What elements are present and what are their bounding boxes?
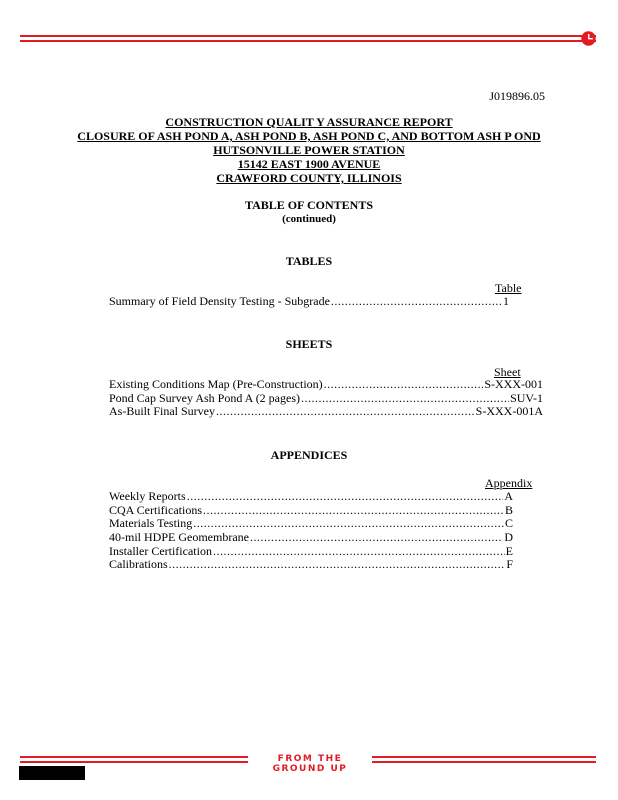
report-header (0, 115, 618, 185)
header-rule-bottom (20, 40, 596, 42)
list-item: Installer Certification ..... E (109, 545, 513, 559)
appendices-list (109, 490, 513, 572)
list-item: Existing Conditions Map (Pre-Construction) ..... S-XXX-001 (109, 378, 543, 392)
company-logo-icon (581, 31, 596, 46)
sheets-heading: SHEETS (285, 337, 333, 351)
header-line-1: CONSTRUCTION QUALIT Y ASSURANCE REPORT (165, 115, 453, 129)
document-number: J019896.05 (489, 89, 545, 103)
toc-title: TABLE OF CONTENTS (244, 198, 374, 212)
footer-rule-right-bottom (372, 761, 596, 763)
sheets-list (109, 378, 543, 419)
toc-subtitle: (continued) (282, 213, 336, 225)
tables-heading: TABLES (285, 254, 333, 268)
appendices-column-label: Appendix (485, 476, 533, 490)
header-line-4: 15142 EAST 1900 AVENUE (237, 157, 381, 171)
list-item: Calibrations ..... F (109, 558, 513, 572)
list-item: Pond Cap Survey Ash Pond A (2 pages) ..... SUV-1 (109, 392, 543, 406)
header-line-3: HUTSONVILLE POWER STATION (213, 143, 405, 157)
sheets-column-label: Sheet (494, 365, 521, 379)
list-item: Weekly Reports ..... A (109, 490, 513, 504)
header-line-5: CRAWFORD COUNTY, ILLINOIS (216, 171, 402, 185)
list-item: As-Built Final Survey ..... S-XXX-001A (109, 405, 543, 419)
header-rule-top (20, 35, 596, 37)
tables-column-label: Table (495, 281, 522, 295)
footer-rule-left-bottom (20, 761, 248, 763)
list-item: 40-mil HDPE Geomembrane ..... D (109, 531, 513, 545)
list-item: CQA Certifications ..... B (109, 504, 513, 518)
footer-rule-left-top (20, 756, 248, 758)
list-item: Materials Testing ..... C (109, 517, 513, 531)
footer-rule-right-top (372, 756, 596, 758)
footer-tagline: FROM THE GROUND UP (272, 754, 348, 774)
appendices-heading: APPENDICES (270, 448, 348, 462)
header-line-2: CLOSURE OF ASH POND A, ASH POND B, ASH POND C, AND BOTTOM ASH P OND (77, 129, 541, 143)
tables-list (109, 295, 509, 309)
list-item: Summary of Field Density Testing - Subgrade ..... 1 (109, 295, 509, 309)
redaction-bar (19, 766, 85, 780)
